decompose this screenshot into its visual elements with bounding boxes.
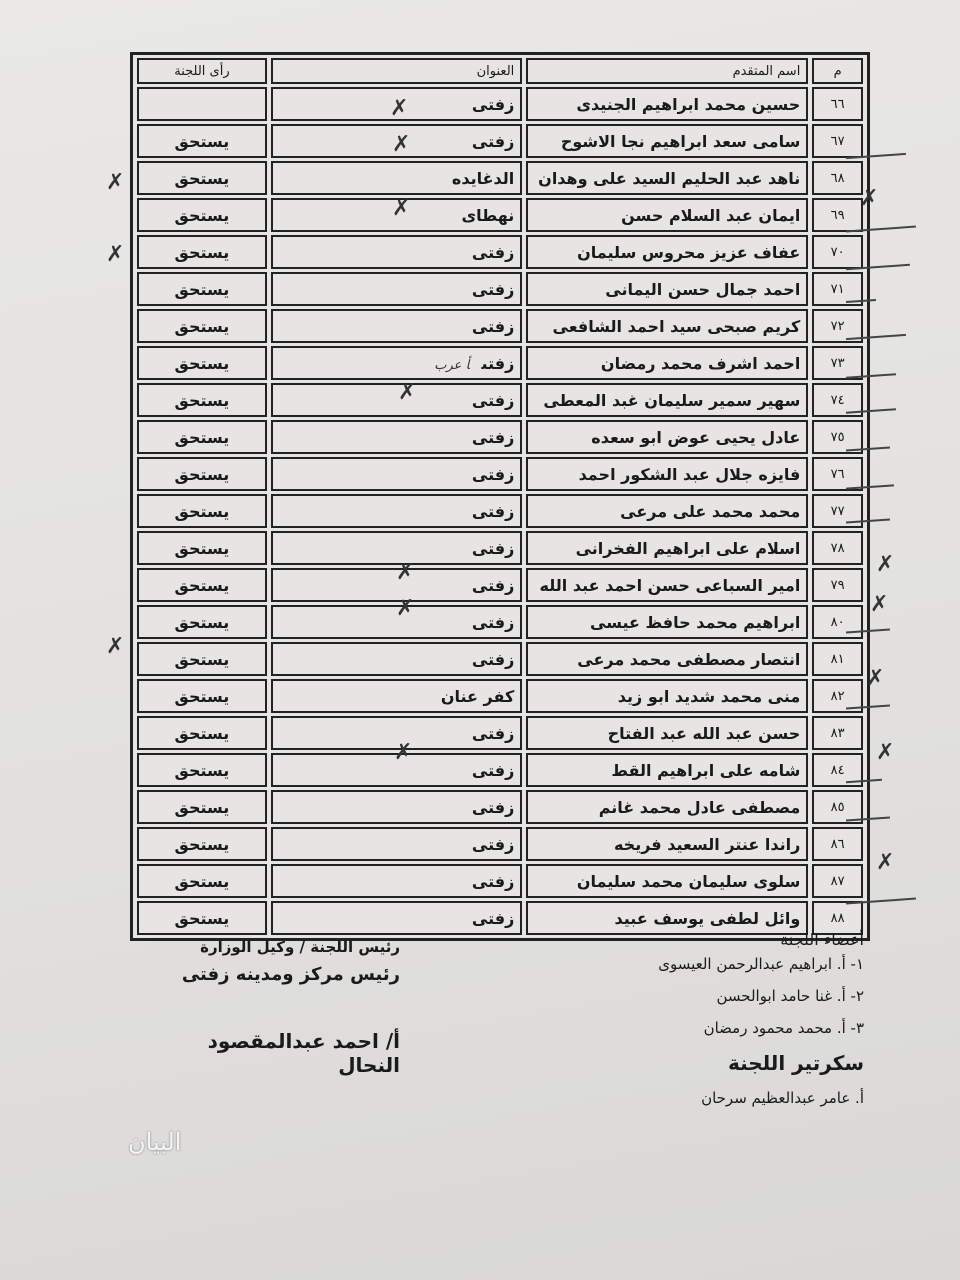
applicant-name — [526, 457, 808, 491]
row-number-text: ٦٩ — [830, 207, 845, 223]
header-num: م — [812, 58, 863, 84]
committee-opinion — [137, 605, 267, 639]
applicant-address — [271, 346, 522, 380]
applicant-name-text: مصطفى عادل محمد غانم — [598, 797, 801, 817]
applicant-address-text: زفتى — [471, 723, 515, 743]
row-number-text: ٨٥ — [830, 799, 845, 815]
committee-opinion-text: يستحق — [174, 205, 230, 225]
applicant-address-text: زفتى — [471, 908, 515, 928]
committee-opinion-text: يستحق — [174, 427, 230, 447]
x-mark-icon: ✗ — [396, 560, 415, 585]
committee-opinion-text: يستحق — [174, 464, 230, 484]
table-row — [137, 346, 863, 380]
applicant-address — [271, 235, 522, 269]
committee-opinion — [137, 346, 267, 380]
applicant-address-text: زفتى — [471, 760, 515, 780]
row-number-text: ٧٧ — [830, 503, 845, 519]
x-mark-icon: ✗ — [860, 186, 879, 211]
applicant-address — [271, 790, 522, 824]
row-number-text: ٧١ — [830, 281, 845, 297]
x-mark-icon: ✗ — [392, 132, 411, 157]
table-row — [137, 827, 863, 861]
table-row — [137, 642, 863, 676]
signer-name: أ/ احمد عبدالمقصود النحال — [207, 1029, 400, 1077]
x-mark-icon: ✗ — [876, 740, 895, 765]
row-number-text: ٧٦ — [830, 466, 845, 482]
applicants-table — [130, 52, 870, 941]
applicant-name — [526, 642, 808, 676]
applicant-address-text: زفتى — [481, 353, 515, 373]
address-handwritten-note: أ عرب — [434, 357, 470, 373]
applicant-name-text: كريم صبحى سيد احمد الشافعى — [552, 316, 801, 336]
row-number — [812, 124, 863, 158]
committee-members — [564, 930, 864, 1121]
applicant-address — [271, 901, 522, 935]
table-row — [137, 198, 863, 232]
x-mark-icon: ✗ — [866, 666, 885, 691]
row-number-text: ٧٣ — [830, 355, 845, 371]
chair-title: رئيس اللجنة / وكيل الوزارة — [200, 938, 400, 956]
applicant-address — [271, 309, 522, 343]
table-row — [137, 605, 863, 639]
row-number-text: ٨٧ — [830, 873, 845, 889]
row-number-text: ٧٢ — [830, 318, 845, 334]
applicant-address-text: كفر عنان — [440, 686, 515, 706]
applicant-name-text: ابراهيم محمد حافظ عيسى — [590, 612, 801, 632]
table-row — [137, 272, 863, 306]
applicant-address-text: زفتى — [471, 612, 515, 632]
x-mark-icon: ✗ — [396, 596, 415, 621]
header-name: اسم المتقدم — [526, 58, 808, 84]
row-number — [812, 457, 863, 491]
committee-opinion — [137, 864, 267, 898]
table-row — [137, 383, 863, 417]
table-row — [137, 716, 863, 750]
applicant-address-text: زفتى — [471, 94, 515, 114]
x-mark-icon: ✗ — [106, 634, 125, 659]
table-row — [137, 420, 863, 454]
table-row — [137, 568, 863, 602]
applicant-address — [271, 272, 522, 306]
row-number — [812, 605, 863, 639]
row-number-text: ٧٩ — [830, 577, 845, 593]
committee-opinion — [137, 531, 267, 565]
committee-opinion-text: يستحق — [174, 908, 230, 928]
header-address: العنوان — [271, 58, 522, 84]
x-mark-icon: ✗ — [876, 850, 895, 875]
row-number — [812, 235, 863, 269]
committee-opinion-text: يستحق — [174, 612, 230, 632]
applicant-address — [271, 642, 522, 676]
committee-opinion — [137, 790, 267, 824]
applicant-address-text: زفتى — [471, 242, 515, 262]
applicant-address-text: زفتى — [471, 316, 515, 336]
applicant-address — [271, 457, 522, 491]
members-title: أعضاء اللجنة — [780, 930, 864, 949]
table-row — [137, 531, 863, 565]
applicant-name-text: عفاف عزيز محروس سليمان — [577, 242, 801, 262]
applicant-address — [271, 494, 522, 528]
committee-opinion — [137, 494, 267, 528]
applicant-address-text: زفتى — [471, 390, 515, 410]
applicant-name-text: سلوى سليمان محمد سليمان — [576, 871, 801, 891]
applicant-address-text: زفتى — [471, 279, 515, 299]
row-number — [812, 827, 863, 861]
row-number — [812, 864, 863, 898]
row-number — [812, 87, 863, 121]
row-number-text: ٦٨ — [830, 170, 845, 186]
applicant-address-text: زفتى — [471, 834, 515, 854]
committee-opinion-text: يستحق — [174, 501, 230, 521]
row-number — [812, 642, 863, 676]
applicant-name-text: حسين محمد ابراهيم الجنيدى — [576, 94, 801, 114]
committee-opinion-text: يستحق — [174, 686, 230, 706]
table-row — [137, 494, 863, 528]
table-row — [137, 790, 863, 824]
applicant-name — [526, 827, 808, 861]
row-number-text: ٨٣ — [830, 725, 845, 741]
applicant-name — [526, 753, 808, 787]
table-row — [137, 753, 863, 787]
applicant-name — [526, 531, 808, 565]
applicant-address-text: زفتى — [471, 797, 515, 817]
table-row — [137, 309, 863, 343]
row-number-text: ٨١ — [830, 651, 845, 667]
committee-opinion-text: يستحق — [174, 390, 230, 410]
applicant-name — [526, 605, 808, 639]
table-row — [137, 679, 863, 713]
applicant-name — [526, 346, 808, 380]
member-1: ١- أ. ابراهيم عبدالرحمن العيسوى — [658, 955, 864, 973]
x-mark-icon: ✗ — [392, 196, 411, 221]
committee-opinion-text: يستحق — [174, 834, 230, 854]
committee-opinion-text: يستحق — [174, 797, 230, 817]
applicant-name-text: منى محمد شديد ابو زيد — [617, 686, 801, 706]
applicant-name — [526, 716, 808, 750]
x-mark-icon: ✗ — [390, 96, 409, 121]
applicant-name-text: شامه على ابراهيم القط — [611, 760, 801, 780]
table-row — [137, 87, 863, 121]
committee-opinion-text: يستحق — [174, 649, 230, 669]
member-3: ٣- أ. محمد محمود رمضان — [703, 1019, 864, 1037]
applicant-name-text: ايمان عبد السلام حسن — [621, 205, 801, 225]
header-opinion: رأى اللجنة — [137, 58, 267, 84]
x-mark-icon: ✗ — [870, 592, 889, 617]
committee-opinion-text: يستحق — [174, 279, 230, 299]
table-row — [137, 124, 863, 158]
committee-opinion — [137, 457, 267, 491]
table-row — [137, 161, 863, 195]
applicant-name-text: احمد جمال حسن اليمانى — [605, 279, 801, 299]
applicant-name-text: سامى سعد ابراهيم نجا الاشوح — [560, 131, 801, 151]
committee-opinion — [137, 272, 267, 306]
applicant-name-text: اسلام على ابراهيم الفخرانى — [575, 538, 801, 558]
row-number — [812, 531, 863, 565]
applicant-address-text: زفتى — [471, 464, 515, 484]
row-number — [812, 198, 863, 232]
row-number — [812, 161, 863, 195]
applicant-name — [526, 679, 808, 713]
applicant-name — [526, 309, 808, 343]
committee-opinion — [137, 198, 267, 232]
applicant-name-text: محمد محمد على مرعى — [620, 501, 801, 521]
applicant-address — [271, 827, 522, 861]
committee-opinion-text: يستحق — [174, 168, 230, 188]
applicant-name-text: سهير سمير سليمان غبد المعطى — [543, 390, 801, 410]
applicant-name-text: حسن عبد الله عبد الفتاح — [607, 723, 801, 743]
applicant-name-text: راندا عنتر السعيد فريخه — [613, 834, 801, 854]
committee-opinion-text: يستحق — [174, 316, 230, 336]
row-number — [812, 494, 863, 528]
committee-opinion — [137, 383, 267, 417]
committee-opinion — [137, 716, 267, 750]
applicant-name — [526, 235, 808, 269]
applicant-address — [271, 383, 522, 417]
committee-opinion — [137, 235, 267, 269]
row-number-text: ٧٨ — [830, 540, 845, 556]
table-header-row — [137, 58, 863, 84]
x-mark-icon: ✗ — [106, 242, 125, 267]
applicant-name — [526, 864, 808, 898]
committee-opinion — [137, 753, 267, 787]
applicant-address-text: نهطاى — [461, 205, 515, 225]
committee-opinion — [137, 568, 267, 602]
applicant-name-text: فايزه جلال عبد الشكور احمد — [578, 464, 801, 484]
applicant-name — [526, 272, 808, 306]
applicant-address-text: الدغايده — [451, 168, 515, 188]
committee-opinion-text: يستحق — [174, 760, 230, 780]
committee-opinion — [137, 161, 267, 195]
watermark-logo: البيان — [128, 1128, 182, 1156]
applicant-address-text: زفتى — [471, 131, 515, 151]
committee-opinion-text: يستحق — [174, 538, 230, 558]
committee-opinion — [137, 642, 267, 676]
row-number — [812, 346, 863, 380]
committee-opinion — [137, 124, 267, 158]
committee-opinion-text: يستحق — [174, 242, 230, 262]
row-number — [812, 716, 863, 750]
applicant-name-text: انتصار مصطفى محمد مرعى — [577, 649, 801, 669]
committee-opinion — [137, 309, 267, 343]
x-mark-icon: ✗ — [106, 170, 125, 195]
applicant-name-text: احمد اشرف محمد رمضان — [600, 353, 801, 373]
secretary-title: سكرتير اللجنة — [727, 1051, 864, 1075]
table-row — [137, 235, 863, 269]
committee-opinion — [137, 901, 267, 935]
applicant-name — [526, 198, 808, 232]
committee-opinion-text: يستحق — [174, 575, 230, 595]
applicant-address-text: زفتى — [471, 538, 515, 558]
table-row — [137, 457, 863, 491]
applicant-name — [526, 87, 808, 121]
committee-opinion — [137, 679, 267, 713]
member-2: ٢- أ. غنا حامد ابوالحسن — [716, 987, 864, 1005]
x-mark-icon: ✗ — [398, 380, 417, 405]
row-number-text: ٨٤ — [830, 762, 845, 778]
x-mark-icon: ✗ — [876, 552, 895, 577]
applicant-address — [271, 864, 522, 898]
applicant-address-text: زفتى — [471, 575, 515, 595]
applicant-name-text: وائل لطفى يوسف عبيد — [614, 908, 801, 928]
applicant-name-text: عادل يحيى عوض ابو سعده — [591, 427, 801, 447]
applicant-address — [271, 679, 522, 713]
committee-opinion — [137, 827, 267, 861]
row-number-text: ٨٨ — [830, 910, 845, 926]
applicant-name — [526, 568, 808, 602]
applicant-name — [526, 494, 808, 528]
row-number-text: ٧٥ — [830, 429, 845, 445]
row-number-text: ٦٦ — [830, 96, 845, 112]
row-number-text: ٧٠ — [830, 244, 845, 260]
applicant-name — [526, 161, 808, 195]
committee-opinion-text: يستحق — [174, 871, 230, 891]
applicant-name-text: ناهد عبد الحليم السيد على وهدان — [538, 168, 801, 188]
applicant-name-text: امير السباعى حسن احمد عبد الله — [539, 575, 801, 595]
committee-opinion-text: يستحق — [174, 723, 230, 743]
committee-opinion-text: يستحق — [174, 353, 230, 373]
applicant-address — [271, 420, 522, 454]
applicant-address — [271, 161, 522, 195]
applicant-address-text: زفتى — [471, 871, 515, 891]
applicant-address-text: زفتى — [471, 427, 515, 447]
row-number — [812, 568, 863, 602]
secretary-name: أ. عامر عبدالعظيم سرحان — [701, 1089, 864, 1107]
committee-opinion — [137, 420, 267, 454]
row-number-text: ٦٧ — [830, 133, 845, 149]
applicant-address-text: زفتى — [471, 501, 515, 521]
center-title: رئيس مركز ومدينه زفتى — [181, 964, 400, 985]
applicant-address-text: زفتى — [471, 649, 515, 669]
committee-opinion — [137, 87, 267, 121]
table-row — [137, 864, 863, 898]
committee-opinion-text: يستحق — [174, 131, 230, 151]
row-number-text: ٨٦ — [830, 836, 845, 852]
applicant-name — [526, 124, 808, 158]
applicant-name — [526, 790, 808, 824]
row-number-text: ٨٢ — [830, 688, 845, 704]
applicant-name — [526, 420, 808, 454]
row-number-text: ٧٤ — [830, 392, 845, 408]
row-number-text: ٨٠ — [830, 614, 845, 630]
x-mark-icon: ✗ — [394, 740, 413, 765]
committee-chair — [140, 938, 400, 1077]
applicant-name — [526, 383, 808, 417]
